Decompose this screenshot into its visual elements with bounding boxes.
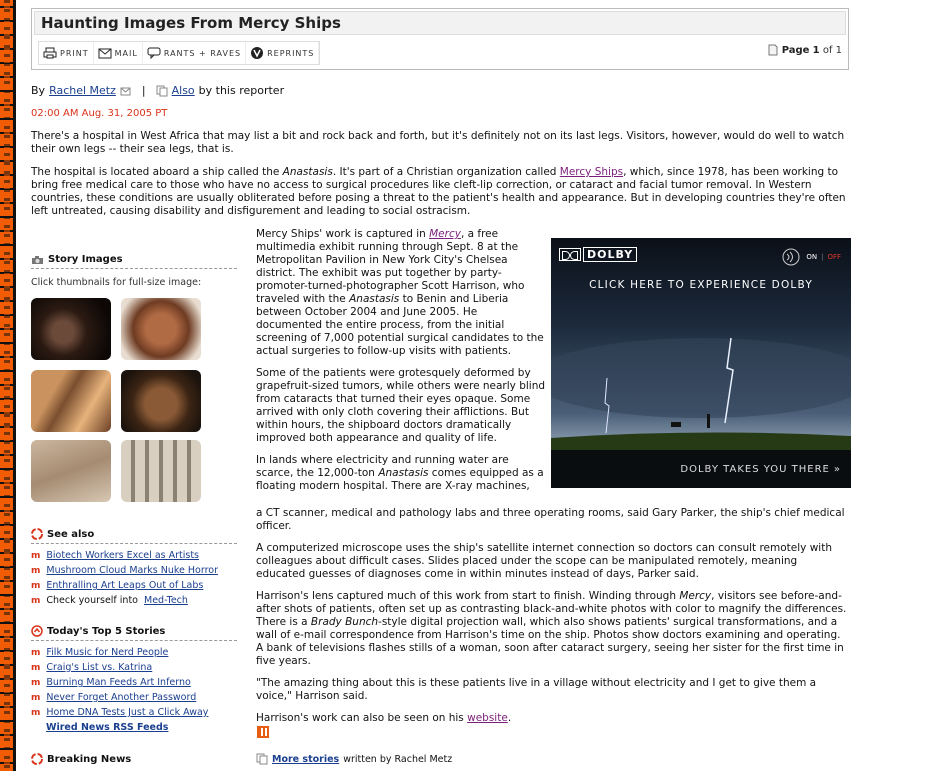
p2-ship-name: Anastasis — [282, 166, 333, 178]
breaking-news-section — [31, 753, 237, 765]
wired-bullet-icon: m — [31, 565, 41, 576]
see-also-section — [31, 528, 237, 608]
thumbnail-4[interactable] — [121, 370, 201, 432]
wide-paragraph-2: A computerized microscope uses the ship's satellite internet connection so doctors can consult remotely with colleagues about difficult cases. Slides placed under the scope can be manipulated remotely, meaning educated guesses of diagnoses come in within minutes instead of days, Parker said. — [256, 542, 832, 580]
c3-text-b: comes equipped as a floating modern hospital. There are X-ray machines, — [256, 467, 544, 492]
thumbnail-5[interactable] — [31, 440, 111, 502]
breaking-news-header — [31, 753, 237, 765]
top-stories-title: Today's Top 5 Stories — [47, 625, 166, 637]
wired-bullet-icon: m — [31, 677, 41, 688]
column-paragraph-2: Some of the patients were grotesquely deformed by grapefruit-sized tumors, while others were nearly blind from cataracts that turned their eyes opaque. Some arrived with only cloth covering their afflictions. But within hours, the shipboard doctors dramatically improved both appearance and quality of life. — [256, 367, 546, 444]
top-stories-list — [31, 645, 237, 735]
wired-bullet-icon: m — [31, 595, 41, 606]
see-also-list — [31, 548, 237, 608]
recycle-icon — [31, 753, 43, 765]
mercy-link[interactable]: Mercy — [429, 228, 461, 240]
c3-ship-name: Anastasis — [378, 467, 429, 479]
list-item — [31, 593, 237, 608]
list-item — [31, 645, 237, 660]
website-link[interactable]: website — [467, 712, 508, 724]
w3-text-c: -style digital projection wall, which also shows patients' surgical transformations, and a wall of e-mail correspondence from Harrison's time on the ship. Photos show doctors examining and operating. A bank of televisions flashes stills of a woman, soon after cataract surgery, seeing her sister for the first time in five years. — [256, 616, 844, 667]
more-stories-link[interactable]: More stories — [272, 753, 340, 765]
more-stories-text: written by Rachel Metz — [343, 753, 453, 765]
double-chevron-icon: » — [833, 464, 841, 475]
c1-text-c: to Benin and Liberia between October 2004 and June 2005. He documented the entire process, from the initial screening of 7,000 potential surgical candidates to the actual surgeries to follow-up visits with patients. — [256, 293, 544, 357]
print-button[interactable] — [39, 42, 94, 64]
check-text: Check yourself into — [46, 595, 138, 606]
byline — [31, 84, 284, 97]
p2-text-c: , which, since 1978, has been working to bring free medical care to those who have no access to surgical procedures like cleft-lip correction, or cataract and facial tumor removal. In Western countries, these conditions are usually obliterated before posing a threat to the patient's health and appearance. But in developing countries they're often left untreated, causing disability and disfigurement and leading to social ostracism. — [31, 166, 846, 217]
story-images-header — [31, 254, 237, 265]
c1-ship-name: Anastasis — [349, 293, 400, 305]
ad-storm-art — [551, 238, 851, 488]
list-item — [31, 578, 237, 593]
wired-bullet-icon: m — [31, 692, 41, 703]
reprints-icon — [250, 46, 264, 60]
see-also-link-2[interactable]: Mushroom Cloud Marks Nuke Horror — [46, 565, 218, 576]
article-toolbar — [38, 41, 320, 65]
narrow-column — [256, 228, 546, 502]
wired-bullet-icon: m — [31, 550, 41, 561]
dolby-logo — [559, 247, 637, 262]
thumbnail-6[interactable] — [121, 440, 201, 502]
speech-bubble-icon — [147, 47, 161, 59]
wide-column — [256, 507, 848, 734]
story-images-title: Story Images — [48, 254, 123, 265]
wide-paragraph-1: a CT scanner, medical and pathology labs and three operating rooms, said Gary Parker, the ship's chief medical officer. — [256, 507, 845, 532]
w3-brady: Brady Bunch — [310, 616, 379, 628]
list-item — [31, 660, 237, 675]
c3-text-a: In lands where electricity and running water are scarce, the 12,000-ton — [256, 454, 509, 479]
mail-label: MAIL — [114, 48, 138, 58]
c1-text-b: , a free multimedia exhibit running through Sept. 8 at the Metropolitan Pavilion in New York City's Chelsea district. The exhibit was put together by party-promoter-turned-photographer Scott Harrison, who traveled with the — [256, 228, 525, 305]
top-stories-header — [31, 625, 237, 637]
wide-paragraph-5 — [256, 712, 848, 725]
sound-on-label: ON — [806, 253, 818, 261]
wide-paragraph-4: "The amazing thing about this is these patients live in a village without electricity and I get to give them a voice," Harrison said. — [256, 677, 817, 702]
page-total: of 1 — [822, 44, 842, 56]
c1-text-a: Mercy Ships' work is captured in — [256, 228, 430, 240]
mercy-ships-link[interactable]: Mercy Ships — [559, 166, 624, 178]
reprints-button[interactable] — [246, 42, 319, 64]
printer-icon — [43, 47, 57, 59]
page-current: 1 — [812, 44, 820, 56]
thumb-hint: Click thumbnails for full-size image: — [31, 277, 202, 288]
recycle-icon — [31, 528, 43, 540]
w3-text-a: Harrison's lens captured much of this work from start to finish. Winding through — [256, 590, 680, 602]
top-story-link-3[interactable]: Burning Man Feeds Art Inferno — [46, 677, 191, 688]
dateline: 02:00 AM Aug. 31, 2005 PT — [31, 108, 168, 119]
rss-feeds-link[interactable]: Wired News RSS Feeds — [46, 722, 169, 733]
ad-tagline-row — [680, 464, 841, 475]
list-item — [31, 705, 237, 720]
wired-bullet-icon: m — [31, 580, 41, 591]
dolby-brand: DOLBY — [583, 247, 637, 262]
more-stories-row — [256, 753, 452, 765]
copy-icon — [256, 753, 268, 765]
title-bar — [34, 11, 846, 35]
list-item — [31, 563, 237, 578]
w3-text-b: , visitors see before-and-after shots of patients, often set up as contrasting black-and-white photos with color to magnify the differences. There is a — [256, 590, 847, 628]
sound-toggle[interactable]: ON | OFF — [780, 248, 841, 266]
w5-text-a: Harrison's work can also be seen on his — [256, 712, 468, 724]
rants-raves-button[interactable] — [143, 42, 246, 64]
column-paragraph-1 — [256, 228, 546, 358]
wide-paragraph-3 — [256, 590, 848, 668]
see-also-header — [31, 528, 237, 540]
thumbnail-1[interactable] — [31, 298, 111, 360]
wired-bullet-icon: m — [31, 707, 41, 718]
paragraph-two — [31, 166, 849, 218]
author-link[interactable]: Rachel Metz — [49, 84, 116, 97]
email-author-icon[interactable] — [120, 86, 132, 96]
byline-by: By — [31, 84, 46, 97]
list-item — [31, 720, 237, 735]
rants-raves-label: RANTS + RAVES — [163, 48, 242, 58]
breaking-news-title: Breaking News — [47, 753, 132, 765]
mail-button[interactable] — [94, 42, 143, 64]
also-by-link[interactable]: Also — [171, 84, 195, 97]
p2-text-b: . It's part of a Christian organization called — [332, 166, 560, 178]
w3-mercy: Mercy — [679, 590, 712, 602]
top-story-link-1[interactable]: Filk Music for Nerd People — [46, 647, 169, 658]
list-item — [31, 675, 237, 690]
article-header — [31, 8, 849, 70]
ad-tagline: DOLBY TAKES YOU THERE — [680, 464, 830, 475]
copy-icon — [156, 85, 168, 97]
list-item — [31, 548, 237, 563]
print-label: PRINT — [60, 48, 89, 58]
end-mark-icon — [257, 726, 269, 738]
page-title: Haunting Images From Mercy Ships — [41, 14, 341, 32]
page-indicator — [768, 44, 842, 56]
left-decorative-border — [0, 0, 16, 771]
thumbnail-2[interactable] — [121, 298, 201, 360]
sound-off-label: OFF — [827, 253, 841, 261]
p2-text-a: The hospital is located aboard a ship called the — [31, 166, 283, 178]
up-arrow-circle-icon — [31, 625, 43, 637]
see-also-link-3[interactable]: Enthralling Art Leaps Out of Labs — [46, 580, 204, 591]
camera-icon — [31, 255, 44, 265]
thumbnail-3[interactable] — [31, 370, 111, 432]
page-icon — [768, 44, 778, 56]
see-also-title: See also — [47, 528, 95, 540]
envelope-icon — [98, 48, 112, 59]
speaker-waves-icon — [780, 248, 802, 266]
top-story-link-2[interactable]: Craig's List vs. Katrina — [46, 662, 153, 673]
double-d-icon — [559, 248, 581, 261]
page-label: Page — [781, 44, 810, 56]
top-story-link-4[interactable]: Never Forget Another Password — [46, 692, 197, 703]
also-by-text: by this reporter — [198, 84, 285, 97]
wired-bullet-icon: m — [31, 662, 41, 673]
see-also-link-1[interactable]: Biotech Workers Excel as Artists — [46, 550, 199, 561]
reprints-label: REPRINTS — [267, 48, 315, 58]
list-item — [31, 690, 237, 705]
top-stories-section — [31, 625, 237, 735]
dolby-advertisement[interactable] — [551, 238, 851, 488]
paragraph-intro: There's a hospital in West Africa that may list a bit and rock back and forth, but it's definitely not on its last legs. Visitors, however, would do well to watch their own legs -- their sea legs, that is. — [31, 130, 845, 155]
column-paragraph-3 — [256, 454, 546, 493]
story-images-section — [31, 254, 237, 288]
top-story-link-5[interactable]: Home DNA Tests Just a Click Away — [46, 707, 209, 718]
ad-headline: CLICK HERE TO EXPERIENCE DOLBY — [589, 279, 813, 291]
byline-separator: | — [141, 84, 146, 97]
wired-bullet-icon: m — [31, 647, 41, 658]
w5-text-b: . — [507, 712, 512, 724]
med-tech-link[interactable]: Med-Tech — [144, 595, 188, 606]
